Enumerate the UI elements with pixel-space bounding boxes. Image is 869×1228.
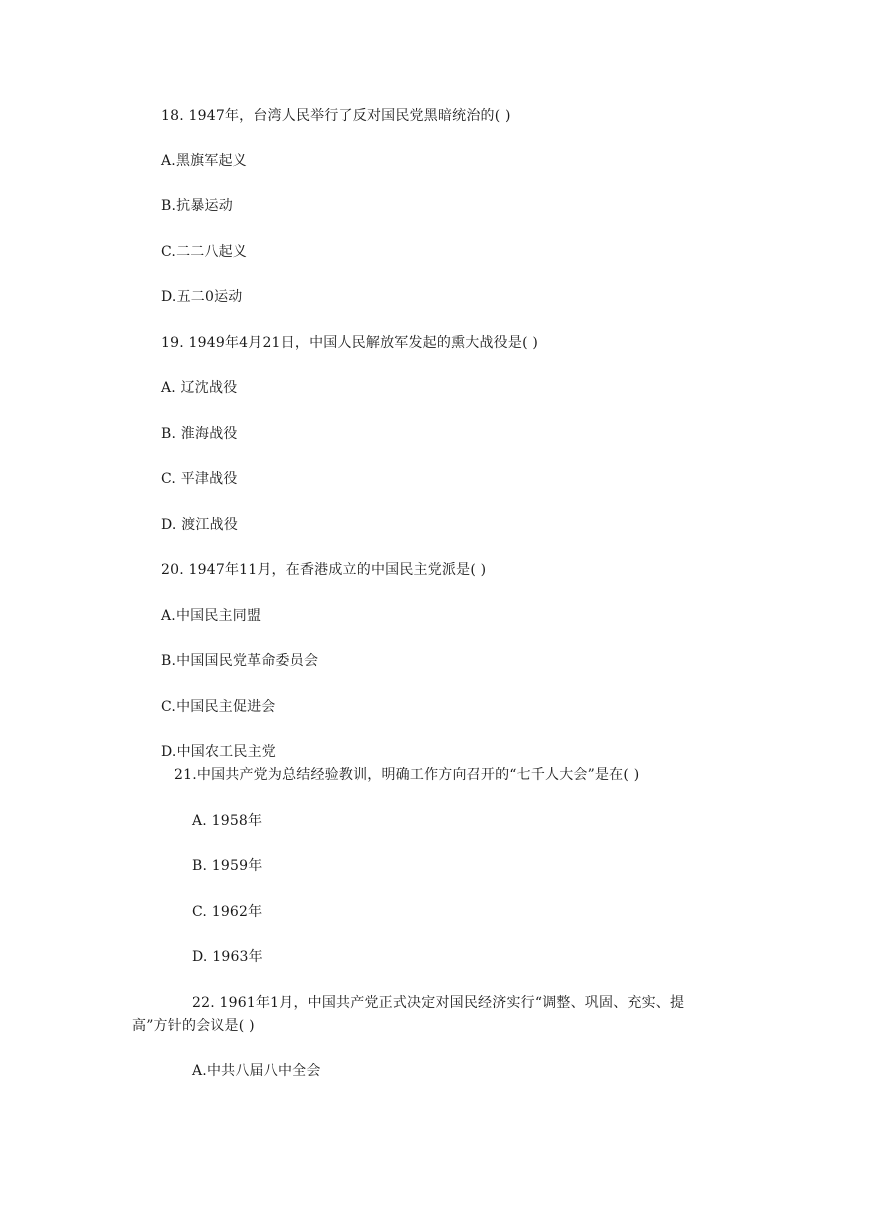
- question-19-option-a: A. 辽沈战役: [161, 380, 238, 396]
- question-22-stem-line-1: 22. 1961年1月，中国共产党正式决定对国民经济实行“调整、巩固、充实、提: [192, 995, 685, 1011]
- question-20-option-a: A.中国民主同盟: [161, 608, 262, 624]
- question-20-option-b: B.中国国民党革命委员会: [161, 653, 319, 669]
- question-21-option-d: D. 1963年: [192, 949, 263, 965]
- question-20-stem: 20. 1947年11月，在香港成立的中国民主党派是( ): [161, 562, 487, 578]
- question-18-option-d: D.五二0运动: [161, 289, 243, 305]
- question-19-stem: 19. 1949年4月21日，中国人民解放军发起的熏大战役是( ): [161, 335, 539, 351]
- question-22-option-a: A.中共八届八中全会: [192, 1063, 321, 1079]
- question-18-option-c: C.二二八起义: [161, 244, 248, 260]
- question-21-stem: 21.中国共产党为总结经验教训，明确工作方向召开的“七千人大会”是在( ): [174, 767, 640, 783]
- question-21-option-b: B. 1959年: [192, 858, 263, 874]
- question-19-option-c: C. 平津战役: [161, 471, 238, 487]
- question-21-option-c: C. 1962年: [192, 904, 263, 920]
- question-19-option-b: B. 淮海战役: [161, 426, 238, 442]
- question-18-option-b: B.抗暴运动: [161, 198, 233, 214]
- question-19-option-d: D. 渡江战役: [161, 517, 239, 533]
- question-21-option-a: A. 1958年: [192, 813, 263, 829]
- question-20-option-c: C.中国民主促进会: [161, 699, 276, 715]
- question-22-stem-line-2: 高”方针的会议是( ): [132, 1018, 255, 1034]
- question-20-option-d: D.中国农工民主党: [161, 744, 276, 760]
- question-18-stem: 18. 1947年，台湾人民举行了反对国民党黑暗统治的( ): [161, 108, 511, 124]
- question-18-option-a: A.黑旗军起义: [161, 153, 247, 169]
